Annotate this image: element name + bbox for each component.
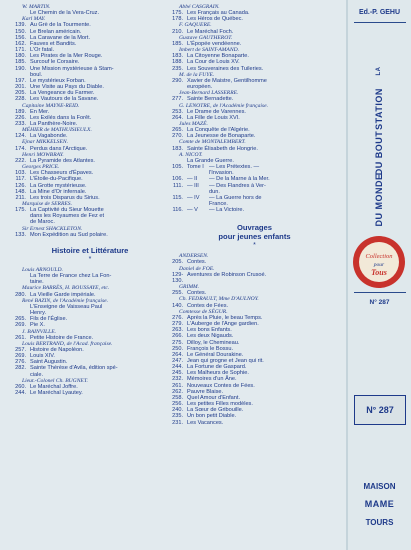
catalog-list-history-cont [172, 4, 337, 164]
author-name: M. de la FUYE. [179, 71, 215, 78]
item-number: 178. [172, 16, 183, 23]
tome-label: — II [187, 176, 198, 183]
author-name: René BAZIN, de l'Académie française. [22, 297, 109, 304]
tome-title: l'Invasion. [209, 170, 234, 177]
item-title: Histoire de Napoléon. [30, 346, 84, 353]
item-number: 171. [15, 47, 26, 54]
item-number [15, 304, 30, 310]
item-number: 276. [172, 314, 183, 321]
author-name: Georges PRICE. [22, 164, 60, 171]
spine-title [348, 60, 411, 230]
list-item [172, 420, 337, 426]
item-title: La Fille de Louis XVI. [187, 114, 240, 121]
volume-number: N° 287 [369, 299, 390, 306]
item-number: 201. [15, 84, 26, 91]
item-title: Les bons Enfants. [187, 327, 232, 334]
item-title: Nouveaux Contes de Fées. [187, 382, 255, 389]
item-title: Le Chemin de la Vera-Cruz. [30, 10, 100, 17]
spine-rule [354, 22, 406, 23]
item-title: François le Bossu. [187, 345, 234, 352]
book-spine [348, 0, 411, 550]
author-name: MÉHIER de MATHUISIEULX. [22, 127, 92, 134]
section-star: * [88, 255, 92, 263]
author-name: G. LENOTRE, de l'Académie française. [179, 102, 268, 109]
item-number: 129-130. [172, 271, 184, 284]
author-name: Capitaine MAYNE-REID. [22, 102, 80, 109]
item-title: Les petites Filles modèles. [187, 401, 253, 408]
item-number: 226. [15, 114, 26, 121]
item-title: Pie X. [30, 322, 45, 329]
tome-title: — Des Flandres à Ver- [209, 182, 266, 189]
item-title: La Grotte mystérieuse. [30, 182, 87, 189]
publisher-maison: MAISON [363, 482, 396, 491]
item-number: 264. [172, 351, 183, 358]
tome-number: 116. [172, 207, 183, 214]
item-title: de Maroc. [30, 219, 55, 226]
item-title: Une Mission mystérieuse à Stam- [30, 65, 114, 72]
item-title: Saint Augustin. [30, 359, 68, 366]
item-number: 156. [15, 34, 26, 41]
item-number: 185. [15, 59, 26, 66]
item-title: La Grande Guerre. [187, 157, 234, 164]
item-title: européen. [187, 84, 213, 91]
list-item [15, 96, 165, 102]
item-number: 260. [15, 383, 26, 390]
item-title: Contes. [187, 290, 207, 297]
item-title: La Mine d'Or infernale. [30, 188, 87, 195]
item-title: Xavier de Maistre, Gentilhomme [187, 77, 267, 84]
item-number: 266. [172, 333, 183, 340]
list-item [15, 292, 165, 298]
item-number: 279. [172, 321, 183, 328]
item-number: 235. [172, 413, 183, 420]
badge-line-2: pour [373, 262, 385, 268]
item-title: La Pyramide des Atlantes. [30, 157, 95, 164]
tome-number: 106. [172, 176, 183, 183]
item-title: Les trois Disparus du Sirius. [30, 194, 100, 201]
item-number: 290. [172, 77, 183, 84]
item-title: Henry. [30, 310, 47, 317]
catalog-column-left [15, 4, 165, 396]
author-name: A. NICOT. [179, 151, 203, 158]
item-title: Pauvre Blaise. [187, 388, 224, 395]
item-title: dans les Royaumes de Fez et [30, 213, 104, 220]
author-name: Jean-Bernard LASSERRE. [179, 90, 239, 97]
item-number: 240. [172, 407, 183, 414]
tome-title: — De la Marne à la Mer. [209, 176, 270, 183]
item-title: Les deux Nigauds. [187, 333, 234, 340]
tome-list [172, 164, 337, 213]
item-title: La Citoyenne Bonaparte. [187, 53, 249, 60]
item-number: 247. [172, 357, 183, 364]
item-number: 231. [172, 419, 183, 426]
item-number: 250. [172, 345, 183, 352]
item-number: 244. [15, 390, 26, 397]
item-title: Contes de Fées. [187, 302, 229, 309]
item-number: 162. [15, 40, 26, 47]
spine-rule [354, 292, 406, 293]
item-number [15, 273, 30, 279]
item-title: Les Malheurs de Sophie. [187, 370, 249, 377]
title-word-2: DU BOUT [374, 130, 384, 176]
item-number: 148. [15, 188, 26, 195]
item-number: 265. [15, 316, 26, 323]
item-title: Le Général Dourakine. [187, 351, 244, 358]
author-name: Lieut.-Colonel Ch. BUGNET. [22, 377, 88, 384]
item-number: 175. [15, 207, 26, 214]
author-name: Jules MAZÉ. [179, 120, 208, 127]
author-name: F. GAQUERE. [179, 22, 212, 29]
item-title: L'Étoile-du-Pacifique. [30, 176, 83, 183]
item-number: 253. [172, 108, 183, 115]
item-title: Perdus dans l'Arctique. [30, 145, 88, 152]
item-title: Fauves et Bandits. [30, 40, 77, 47]
tome-label: Tome I [187, 164, 204, 171]
author-name: Comte de MONTALEMBERT. [179, 139, 246, 146]
item-number: 197. [15, 77, 26, 84]
author-name: Henri MOWBRAY. [22, 151, 64, 158]
item-title: Un bon petit Diable. [187, 413, 237, 420]
item-number: 124. [15, 133, 26, 140]
item-title: Sainte Élisabeth de Hongrie. [187, 145, 258, 152]
tome-label: — V [187, 207, 198, 214]
item-title: Mon Expédition au Sud polaire. [30, 231, 108, 238]
item-title: Dilloy, le Chemineau. [187, 339, 240, 346]
author-name: Marquise de SERRES. [22, 201, 72, 207]
tome-number: 111. [172, 182, 183, 189]
badge-line-1: Collection [365, 253, 393, 260]
list-item [15, 372, 165, 378]
author-name: Ch. FEDRAULT, Mme D'AULNOY. [179, 296, 259, 303]
item-title: La Conquête de l'Algérie. [187, 127, 250, 134]
item-title: Le Maréchal Joffre. [30, 383, 78, 390]
item-number: 269. [15, 353, 26, 360]
badge-line-3: Tous [371, 268, 387, 277]
item-number: 183. [172, 145, 183, 152]
item-title: Louis XIV. [30, 353, 55, 360]
item-number: 180. [15, 53, 26, 60]
item-title: ciale. [30, 371, 44, 378]
item-title: Surcouf le Corsaire. [30, 59, 80, 66]
list-item [172, 29, 337, 35]
item-number: 150. [15, 28, 26, 35]
item-number: 256. [172, 401, 183, 408]
item-title: Mémoires d'un Âne. [187, 376, 237, 383]
author-name: GRIMM. [179, 284, 200, 291]
item-title: La Jeunesse de Bonaparte. [187, 133, 256, 140]
item-number: 211. [15, 194, 26, 201]
item-title: Les Pirates de la Mer Rouge. [30, 53, 103, 60]
author-name: Karl MAY. [22, 16, 46, 23]
item-title: taine. [30, 279, 44, 286]
volume-box-label: N° 287 [366, 405, 394, 415]
item-title: Les Vacances. [187, 419, 224, 426]
publisher-mame: MAME [364, 499, 395, 509]
author-name: Imbert de SAINT-AMAND. [179, 47, 240, 54]
publisher-city: TOURS [365, 518, 394, 527]
item-title: boul. [30, 71, 43, 78]
item-number: 139. [15, 22, 26, 29]
item-title: Le Maréchal Foch. [187, 28, 234, 35]
tome-row [172, 207, 337, 213]
item-title: L'Auberge de l'Ange gardien. [187, 321, 259, 328]
tome-title: — La Victoire. [209, 207, 245, 214]
item-title: Au Grè de la Tourmente. [30, 22, 91, 29]
author-name: Sir Ernest SHACKLETON. [22, 225, 83, 232]
item-number: 245. [172, 370, 183, 377]
item-number: 189. [15, 108, 26, 115]
list-item [172, 272, 337, 284]
author-name: Louis ARNOULD. [22, 266, 63, 273]
item-title: La Vengeance du Farmer. [30, 90, 95, 97]
list-item [172, 96, 337, 102]
item-number: 261. [15, 334, 26, 341]
item-number: 261. [172, 382, 183, 389]
item-number: 205. [15, 90, 26, 97]
list-item [15, 232, 165, 238]
item-number: 103. [15, 170, 26, 177]
item-title: Les Héros de Québec. [187, 16, 243, 23]
item-number: 277. [172, 96, 183, 103]
tome-title: — La Guerre hors de [209, 194, 262, 201]
title-word-3: DU MONDE [374, 173, 384, 227]
item-number: 174. [15, 145, 26, 152]
catalog-column-middle [172, 4, 337, 426]
item-number: 255. [172, 290, 183, 297]
item-number: 244. [172, 364, 183, 371]
list-item [172, 303, 337, 309]
item-title: La Vagabonde. [30, 133, 68, 140]
author-name: Louis BERTRAND, de l'Acad. française. [22, 340, 113, 347]
item-number: 188. [172, 59, 183, 66]
item-title: Petite Histoire de France. [30, 334, 94, 341]
item-number: 257. [15, 346, 26, 353]
item-number: 117. [15, 176, 26, 183]
item-title: L'Épopée vendéenne. [187, 40, 242, 47]
author-name: J. BAINVILLE. [22, 328, 57, 335]
item-number: 183. [172, 53, 183, 60]
item-title: Les Souveraines des Tuileries. [187, 65, 264, 72]
section-title-children-2: pour jeunes enfants [218, 232, 291, 242]
catalog-list-children [172, 253, 337, 425]
item-number: 276. [15, 359, 26, 366]
item-number: 210. [172, 28, 183, 35]
item-title: Le Brelan américain. [30, 28, 82, 35]
item-title: La Captivité du Sieur Mouette [30, 207, 104, 214]
tome-title: dun. [209, 188, 220, 195]
item-number: 232. [172, 376, 183, 383]
list-item [172, 66, 337, 72]
item-title: L'Or fatal. [30, 47, 55, 54]
item-number: 228. [15, 96, 26, 103]
item-number: 185. [172, 40, 183, 47]
item-title: Le Drame de Varennes. [187, 108, 246, 115]
catalog-list-history [15, 267, 165, 396]
title-word-1: STATION [374, 88, 384, 130]
tome-title: France. [209, 201, 228, 207]
author-name: Comtesse de SÉGUR. [179, 308, 228, 315]
item-title: Les Exilés dans la Forêt. [30, 114, 92, 121]
spine-label-box [354, 395, 406, 425]
item-title: La Fortune de Gaspard. [187, 364, 247, 371]
list-item [15, 335, 165, 341]
author-name: Gustave GAUTHEROT. [179, 34, 233, 41]
item-title: Le mystérieux Forban. [30, 77, 86, 84]
tome-label: — III [187, 182, 199, 189]
list-item [15, 322, 165, 328]
section-title-children-1: Ouvrages [236, 223, 273, 233]
item-number: 222. [15, 157, 26, 164]
author-name: Maurice BARRÈS, H. BOUSSAYE, etc. [22, 285, 110, 292]
item-title: Jean qui grogne et Jean qui rit. [187, 357, 264, 364]
tome-number: 105. [172, 164, 183, 171]
item-title: La Panthère-Noire. [30, 120, 78, 127]
item-number: 235. [172, 65, 183, 72]
item-title: La Vieille Garde impériale. [30, 291, 96, 298]
item-number: 140. [172, 302, 183, 309]
item-title: Aventures de Robinson Crusoé. [187, 271, 267, 278]
tome-title: — Les Prétextes. — [209, 164, 260, 171]
list-item [172, 146, 337, 152]
item-number: 126. [15, 182, 26, 189]
author-name: Abbé CASGRAIN. [179, 4, 220, 10]
author-name: Ejnar MIKKELSEN. [22, 139, 68, 146]
item-number: 258. [172, 394, 183, 401]
item-number: 263. [172, 327, 183, 334]
item-title: La Sœur de Gribouille. [187, 407, 244, 414]
item-number: 190. [15, 65, 26, 72]
item-number: 264. [172, 114, 183, 121]
author-name: Daniel de FOE. [179, 265, 215, 272]
item-number: 265. [172, 127, 183, 134]
item-number: 269. [15, 322, 26, 329]
item-title: En Mer. [30, 108, 50, 115]
tome-number: 115. [172, 194, 183, 201]
item-number: 280. [15, 291, 26, 298]
list-item [15, 219, 165, 225]
catalog-list-adventure [15, 4, 165, 238]
publisher-name: Ed.-P. GEHU [358, 9, 401, 16]
list-item [15, 146, 165, 152]
item-number: 262. [172, 388, 183, 395]
item-number: 270. [172, 133, 183, 140]
item-number: 275. [172, 339, 183, 346]
item-number: 233. [15, 120, 26, 127]
section-title-history: Histoire et Littérature [51, 245, 129, 255]
author-name: ANDERSEN. [179, 253, 209, 260]
item-title: Une Visite au Pays du Diable. [30, 84, 104, 91]
list-item [172, 259, 337, 265]
item-title: Les Français au Canada. [187, 10, 250, 17]
item-title: Les Chasseurs d'Épaves. [30, 170, 94, 177]
item-title: L'Enseigne de Vaisseau Paul [30, 303, 103, 310]
collection-badge [353, 236, 405, 288]
item-title: La Terre de France chez La Fon- [30, 273, 112, 280]
item-title: Après la Pluie, le beau Temps. [187, 314, 263, 321]
item-title: La Cour de Louis XV. [187, 59, 240, 66]
title-prefix: LA [376, 66, 382, 76]
item-title: Fils de l'Église. [30, 316, 68, 323]
section-star: * [253, 242, 256, 250]
list-item [15, 390, 165, 396]
item-number: 175. [172, 10, 183, 17]
item-number: 282. [15, 365, 26, 372]
item-number: 133. [15, 231, 26, 238]
item-number: 205. [172, 259, 183, 266]
item-title: Quel Amour d'Enfant. [187, 394, 240, 401]
item-title: Les Vautours de la Savane. [30, 96, 99, 103]
item-title: Contes. [187, 259, 207, 266]
item-title: Sainte Thérèse d'Avila, édition spé- [30, 365, 118, 372]
author-name: W. MARTIN. [22, 4, 51, 10]
tome-label: — IV [187, 194, 200, 201]
item-title: Sainte Bernadette. [187, 96, 234, 103]
item-title: Le Maréchal Lyautey. [30, 390, 83, 397]
item-title: La Caravane de la Mort. [30, 34, 91, 41]
